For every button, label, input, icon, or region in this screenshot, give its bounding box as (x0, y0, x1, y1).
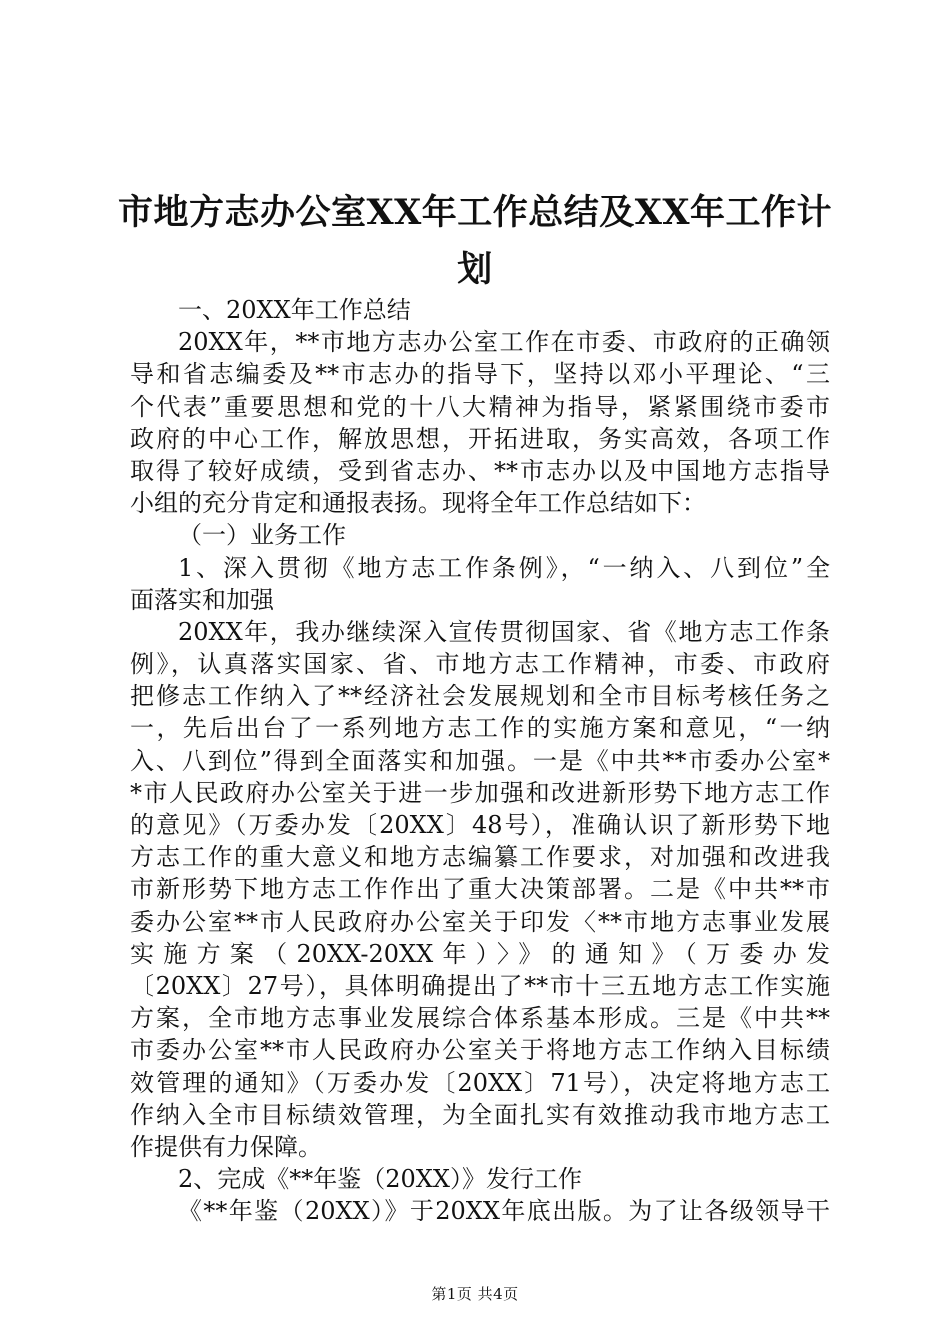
body-line: 效管理的通知》（万委办发〔20XX〕71号），决定将地方志工 (130, 1068, 830, 1097)
document-title-line-1: 市地方志办公室XX年工作总结及XX年工作计 (117, 192, 833, 233)
body-line: 政府的中心工作，解放思想，开拓进取，务实高效，各项工作 (130, 424, 830, 453)
item-heading: 面落实和加强 (130, 585, 274, 614)
body-line: 20XX年，**市地方志办公室工作在市委、市政府的正确领 (178, 328, 830, 357)
body-line: 〔20XX〕27号），具体明确提出了**市十三五地方志工作实施 (130, 971, 830, 1000)
body-line: *市人民政府办公室关于进一步加强和改进新形势下地方志工作 (130, 778, 830, 807)
body-line: 方案，全市地方志事业发展综合体系基本形成。三是《中共** (130, 1004, 830, 1033)
body-line: 《**年鉴（20XX）》于20XX年底出版。为了让各级领导干 (178, 1197, 830, 1226)
section-heading: 一、20XX年工作总结 (178, 296, 411, 324)
body-line: 取得了较好成绩，受到省志办、**市志办以及中国地方志指导 (130, 456, 830, 485)
body-line: 的意见》（万委办发〔20XX〕48号），准确认识了新形势下地 (130, 811, 830, 839)
item-heading: 2、完成《**年鉴（20XX）》发行工作 (178, 1165, 582, 1194)
body-line: 20XX年，我办继续深入宣传贯彻国家、省《地方志工作条 (178, 617, 830, 646)
body-line: 作纳入全市目标绩效管理，为全面扎实有效推动我市地方志工 (130, 1100, 830, 1129)
body-line: 例》，认真落实国家、省、市地方志工作精神，市委、市政府 (130, 650, 830, 679)
body-line: 导和省志编委及**市志办的指导下，坚持以邓小平理论、“三 (130, 360, 830, 389)
body-line: 一，先后出台了一系列地方志工作的实施方案和意见，“一纳 (130, 714, 830, 743)
body-line: 市委办公室**市人民政府办公室关于将地方志工作纳入目标绩 (130, 1036, 830, 1065)
body-line: 把修志工作纳入了**经济社会发展规划和全市目标考核任务之 (130, 682, 830, 711)
body-line: 委办公室**市人民政府办公室关于印发〈**市地方志事业发展 (130, 907, 830, 936)
document-title-line-2: 划 (457, 249, 493, 290)
item-heading: 1、深入贯彻《地方志工作条例》，“一纳入、八到位”全 (178, 553, 830, 582)
body-line: 个代表”重要思想和党的十八大精神为指导，紧紧围绕市委市 (130, 392, 830, 421)
body-line: 小组的充分肯定和通报表扬。现将全年工作总结如下： (130, 489, 706, 518)
page-number: 第1页 共4页 (431, 1285, 519, 1303)
body-line: 入、八到位”得到全面落实和加强。一是《中共**市委办公室* (130, 746, 830, 775)
document-body (130, 294, 830, 1227)
subsection-heading: （一）业务工作 (178, 521, 346, 550)
body-line: 方志工作的重大意义和地方志编纂工作要求，对加强和改进我 (130, 843, 830, 872)
body-line: 市新形势下地方志工作作出了重大决策部署。二是《中共**市 (130, 875, 830, 904)
body-line: 作提供有力保障。 (130, 1132, 322, 1161)
body-line: 实施方案（20XX-20XX年）〉》的通知》（万委办发 (130, 939, 830, 968)
